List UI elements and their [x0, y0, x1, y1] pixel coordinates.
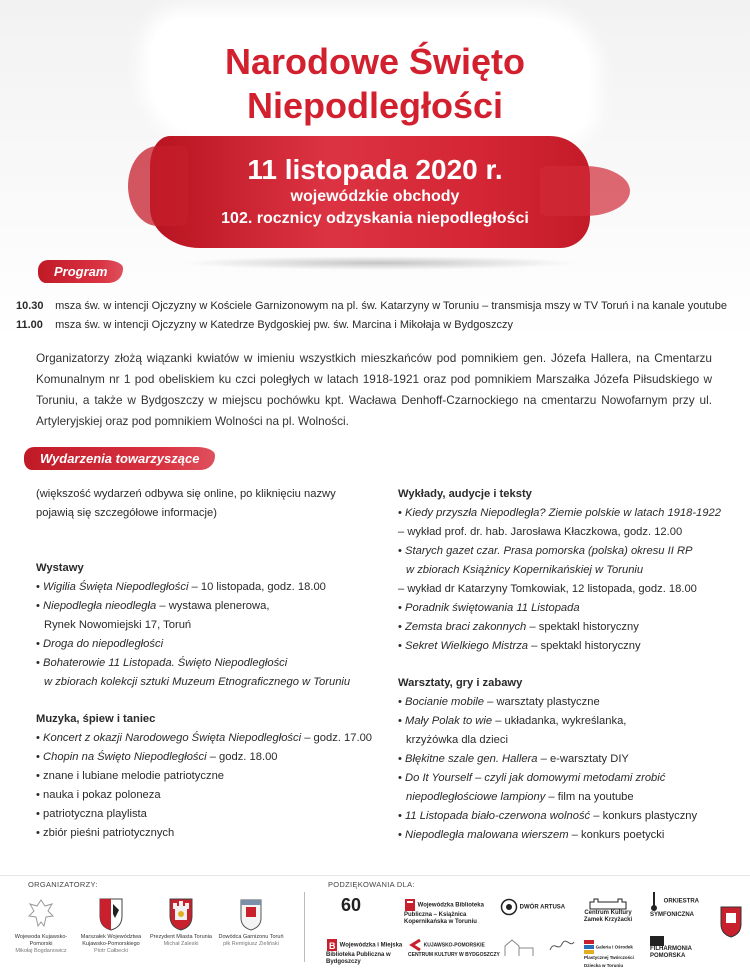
bullet: •: [36, 581, 44, 593]
event-title: Chopin na Święto Niepodległości: [43, 751, 207, 763]
regional-coat-of-arms-icon: [97, 896, 125, 932]
building-sketch-icon: [502, 934, 536, 958]
events-label: Wydarzenia towarzyszące: [24, 447, 215, 470]
organizer-name: Wojewoda Kujawsko-Pomorski: [14, 934, 68, 947]
event-title: Mały Polak to wie: [405, 715, 493, 727]
event-title: Niepodległa malowana wierszem: [405, 829, 569, 841]
event-title: Bocianie mobile: [405, 696, 485, 708]
schedule-item[interactable]: [16, 315, 513, 335]
event-detail: – spektakl historyczny: [528, 640, 641, 652]
event-detail: – e-warsztaty DIY: [537, 753, 629, 765]
event-subtitle-1: wojewódzkie obchody: [290, 188, 460, 205]
sponsor-signature-logo[interactable]: [548, 938, 578, 954]
schedule-item[interactable]: [16, 296, 727, 316]
event-item[interactable]: [398, 769, 721, 807]
chevron-mark-icon: [408, 938, 422, 952]
sponsor-sketch-logo[interactable]: [502, 934, 542, 958]
sponsor-wimbp-logo[interactable]: [326, 938, 414, 966]
event-continuation-line: [36, 673, 372, 692]
event-item[interactable]: [36, 786, 372, 805]
event-item[interactable]: [36, 748, 372, 767]
event-continuation-line: [398, 788, 721, 807]
bullet: •: [36, 789, 44, 801]
event-continuation: w zbiorach kolekcji sztuki Muzeum Etnograficznego w Toruniu: [44, 676, 351, 688]
page-title-line2: Niepodległości: [246, 85, 504, 126]
wreath-paragraph: Organizatorzy złożą wiązanki kwiatów w imieniu wszystkich mieszkańców pod pomnikiem gen. Józefa Hallera, na Cmentarzu Komunalnym nr 1 pod obeliskiem ku czci poległych w latach 1918-1921 oraz pod pomnikiem Marszałka Józefa Piłsudskiego w Toruniu, a także w Bydgoszczy w miejscu pochówku kpt. Wacława Denhoff-Czarnockiego na cmentarzu Nowofarnym przy ul. Artyleryjskiej oraz pod pomnikiem Wolności na pl. Wolności.: [36, 351, 712, 428]
event-title: Droga do niepodległości: [43, 638, 164, 650]
bullet: •: [36, 808, 44, 820]
bullet: •: [36, 600, 44, 612]
event-detail: – godz. 18.00: [206, 751, 278, 763]
schedule-time: 10.30: [16, 300, 44, 312]
event-detail: – film na youtube: [545, 791, 634, 803]
event-detail: – układanka, wykreślanka,: [492, 715, 627, 727]
sponsor-text: DWÓR ARTUSA: [519, 904, 566, 911]
event-item[interactable]: [36, 597, 372, 635]
event-item[interactable]: [398, 637, 721, 656]
bullet: •: [36, 827, 44, 839]
brush-shadow: [180, 256, 580, 270]
sponsor-text: ORKIESTRA SYMFONICZNA: [650, 898, 699, 918]
thanks-title: PODZIĘKOWANIA DLA:: [328, 880, 415, 889]
sponsor-round-emblem[interactable]: [718, 904, 744, 938]
wystawy-heading: Wystawy: [36, 562, 84, 574]
bullet: •: [36, 638, 44, 650]
event-continuation-line: [398, 561, 721, 580]
muzyka-heading: Muzyka, śpiew i taniec: [36, 713, 156, 725]
event-item[interactable]: [36, 654, 372, 692]
event-item[interactable]: [36, 824, 372, 843]
event-title: Zemsta braci zakonnych: [405, 621, 527, 633]
events-left-column: [36, 485, 372, 843]
event-detail: – godz. 17.00: [301, 732, 373, 744]
bullet: •: [398, 507, 406, 519]
organizers-title: ORGANIZATORZY:: [28, 880, 98, 889]
event-title: Błękitne szale gen. Hallera: [405, 753, 538, 765]
events-right-column: [398, 485, 721, 845]
sponsor-text: KUJAWSKO-POMORSKIE CENTRUM KULTURY W BYDGOSZCZY: [408, 942, 500, 958]
event-detail: – spektakl historyczny: [526, 621, 639, 633]
event-title: Starych gazet czar. Prasa pomorska (polska) okresu II RP: [405, 545, 693, 557]
event-item[interactable]: [36, 635, 372, 654]
muzyka-list: [36, 729, 372, 843]
event-item[interactable]: [36, 805, 372, 824]
bullet: •: [36, 751, 44, 763]
event-continuation-line: [398, 583, 697, 595]
sponsor-galeria-logo[interactable]: [584, 940, 644, 970]
library-b-icon: [326, 938, 338, 952]
organizer-person: Michał Zaleski: [163, 941, 199, 947]
sponsor-text: Wojewódzka Biblioteka Publiczna – Książnica Kopernikańska w Toruniu: [404, 902, 484, 925]
city-emblem-icon: [718, 904, 744, 938]
event-detail: – 10 listopada, godz. 18.00: [188, 581, 326, 593]
schedule-time: 11.00: [16, 319, 43, 331]
bullet: •: [36, 770, 44, 782]
event-continuation: w zbiorach Książnicy Kopernikańskiej w Toruniu: [406, 564, 644, 576]
castle-icon: [588, 896, 628, 910]
event-item[interactable]: [398, 826, 721, 845]
event-item[interactable]: [398, 618, 721, 637]
organizer-garrison[interactable]: [216, 896, 286, 948]
music-note-icon: [650, 890, 662, 912]
lion-emblem-icon: [500, 898, 518, 916]
event-item[interactable]: [398, 712, 721, 750]
schedule-text: msza św. w intencji Ojczyzny w Kościele Garnizonowym na pl. św. Katarzyny w Toruniu – transmisja mszy w TV Toruń i na kanale youtube: [55, 300, 727, 312]
event-title: Kiedy przyszła Niepodległa? Ziemie polskie w latach 1918-1922: [405, 507, 721, 519]
event-detail: – warsztaty plastyczne: [484, 696, 600, 708]
event-title: Koncert z okazji Narodowego Święta Niepodległości: [43, 732, 302, 744]
event-title: 11 Listopada biało-czerwona wolność: [405, 810, 591, 822]
organizer-person: Piotr Całbecki: [94, 948, 128, 954]
event-continuation: Rynek Nowomiejski 17, Toruń: [44, 619, 192, 631]
wyklady-list: [398, 504, 721, 656]
event-item[interactable]: [398, 807, 721, 826]
event-item[interactable]: [398, 693, 721, 712]
event-item[interactable]: [36, 767, 372, 786]
footer-separator: [0, 875, 750, 876]
warsztaty-heading: Warsztaty, gry i zabawy: [398, 677, 523, 689]
bullet: •: [36, 732, 44, 744]
event-subtitle-2: 102. rocznicy odzyskania niepodległości: [221, 210, 529, 227]
bullet: •: [398, 810, 406, 822]
sponsor-kpck-logo[interactable]: [408, 938, 500, 959]
bullet: •: [398, 545, 406, 557]
event-item[interactable]: [398, 504, 721, 542]
garrison-shield-icon: [237, 896, 265, 932]
wystawy-list: [36, 578, 372, 692]
sponsor-ksiaznica-logo[interactable]: [404, 898, 492, 926]
event-continuation: – wykład prof. dr. hab. Jarosława Kłaczkowa, godz. 12.00: [398, 526, 683, 538]
torun-coat-of-arms-icon: [167, 896, 195, 932]
bullet: •: [398, 829, 406, 841]
event-item[interactable]: [398, 580, 721, 599]
event-title: Bohaterowie 11 Listopada. Święto Niepodległości: [43, 657, 288, 669]
schedule-text: msza św. w intencji Ojczyzny w Katedrze Bydgoskiej pw. św. Marcina i Mikołaja w Bydgoszczy: [55, 319, 513, 331]
organizer-person: Mikołaj Bogdanowicz: [15, 948, 67, 954]
event-detail: nauka i pokaz poloneza: [43, 789, 161, 801]
page-title-line1: Narodowe Święto: [224, 41, 526, 82]
event-item[interactable]: [36, 578, 372, 597]
signature-mark-icon: [548, 938, 576, 954]
event-detail: patriotyczna playlista: [43, 808, 147, 820]
organizer-person: płk Remigiusz Zieliński: [223, 941, 279, 947]
event-continuation-line: [398, 523, 721, 542]
organizer-name: Prezydent Miasta Torunia: [150, 934, 212, 940]
wyklady-heading: Wykłady, audycje i teksty: [398, 488, 532, 500]
event-detail: – konkurs poetycki: [568, 829, 665, 841]
organizer-name: Marszałek Województwa Kujawsko-Pomorskiego: [80, 934, 142, 947]
event-title: Poradnik świętowania 11 Listopada: [405, 602, 580, 614]
event-continuation: krzyżówka dla dzieci: [406, 734, 508, 746]
organizer-name: Dowódca Garnizonu Toruń: [218, 934, 284, 940]
event-title: Sekret Wielkiego Mistrza: [405, 640, 529, 652]
event-title: Wigilia Święta Niepodległości: [43, 581, 189, 593]
organizer-voivode[interactable]: [6, 896, 76, 955]
bullet: •: [36, 657, 44, 669]
sponsor-filharmonia-logo[interactable]: [650, 936, 708, 960]
event-detail: – konkurs plastyczny: [590, 810, 698, 822]
sponsor-60-logo[interactable]: [328, 896, 374, 914]
bullet: •: [398, 772, 406, 784]
filharmonia-mark-icon: [650, 936, 664, 946]
event-title: Niepodległa nieodległa: [43, 600, 157, 612]
event-continuation-line: [398, 731, 721, 750]
event-item[interactable]: [398, 542, 721, 580]
sponsor-text: Centrum Kultury Zamek Krzyżacki: [583, 910, 633, 923]
event-detail: znane i lubiane melodie patriotyczne: [43, 770, 225, 782]
bullet: •: [398, 696, 406, 708]
sponsor-text: Galeria i Ośrodek Plastycznej Twórczości Dziecka w Toruniu: [584, 944, 634, 968]
sponsor-text: Wojewódzka i Miejska Biblioteka Publiczna w Bydgoszczy: [326, 942, 403, 965]
bullet: •: [398, 640, 406, 652]
event-continuation: – wykład dr Katarzyny Tomkowiak, 12 listopada, godz. 18.00: [398, 583, 697, 595]
events-note-line2: pojawią się szczegółowe informacje): [36, 507, 217, 519]
event-item[interactable]: [398, 750, 721, 769]
bullet: •: [398, 715, 406, 727]
sponsor-text: FILHARMONIA POMORSKA: [650, 946, 692, 959]
event-item[interactable]: [36, 729, 372, 748]
bullet: •: [398, 753, 406, 765]
event-detail: zbiór pieśni patriotycznych: [43, 827, 175, 839]
sponsor-zamek-logo[interactable]: [576, 896, 640, 924]
sponsor-orkiestra-logo[interactable]: [650, 890, 710, 919]
event-detail: – wystawa plenerowa,: [156, 600, 270, 612]
color-bars-icon: [584, 940, 594, 954]
event-continuation-line: [36, 616, 372, 635]
organizer-mayor[interactable]: [146, 896, 216, 948]
bullet: •: [398, 602, 406, 614]
white-eagle-emblem-icon: [27, 896, 55, 932]
event-title: Do It Yourself – czyli jak domowymi metodami zrobić: [405, 772, 666, 784]
sponsor-dwor-artusa-logo[interactable]: [500, 898, 566, 916]
warsztaty-list: [398, 693, 721, 845]
program-label: Program: [38, 260, 123, 283]
event-date: 11 listopada 2020 r.: [247, 154, 503, 185]
bullet: •: [398, 621, 406, 633]
events-note-line1: (większość wydarzeń odbywa się online, po kliknięciu nazwy: [36, 488, 336, 500]
footer-divider: [304, 892, 305, 962]
svg-text:B: B: [329, 941, 336, 951]
book-icon: [404, 898, 416, 912]
event-item[interactable]: [398, 599, 721, 618]
event-continuation: niepodległościowe lampiony: [406, 791, 546, 803]
sponsor-text: 60: [340, 895, 362, 915]
organizer-marshal[interactable]: [76, 896, 146, 955]
